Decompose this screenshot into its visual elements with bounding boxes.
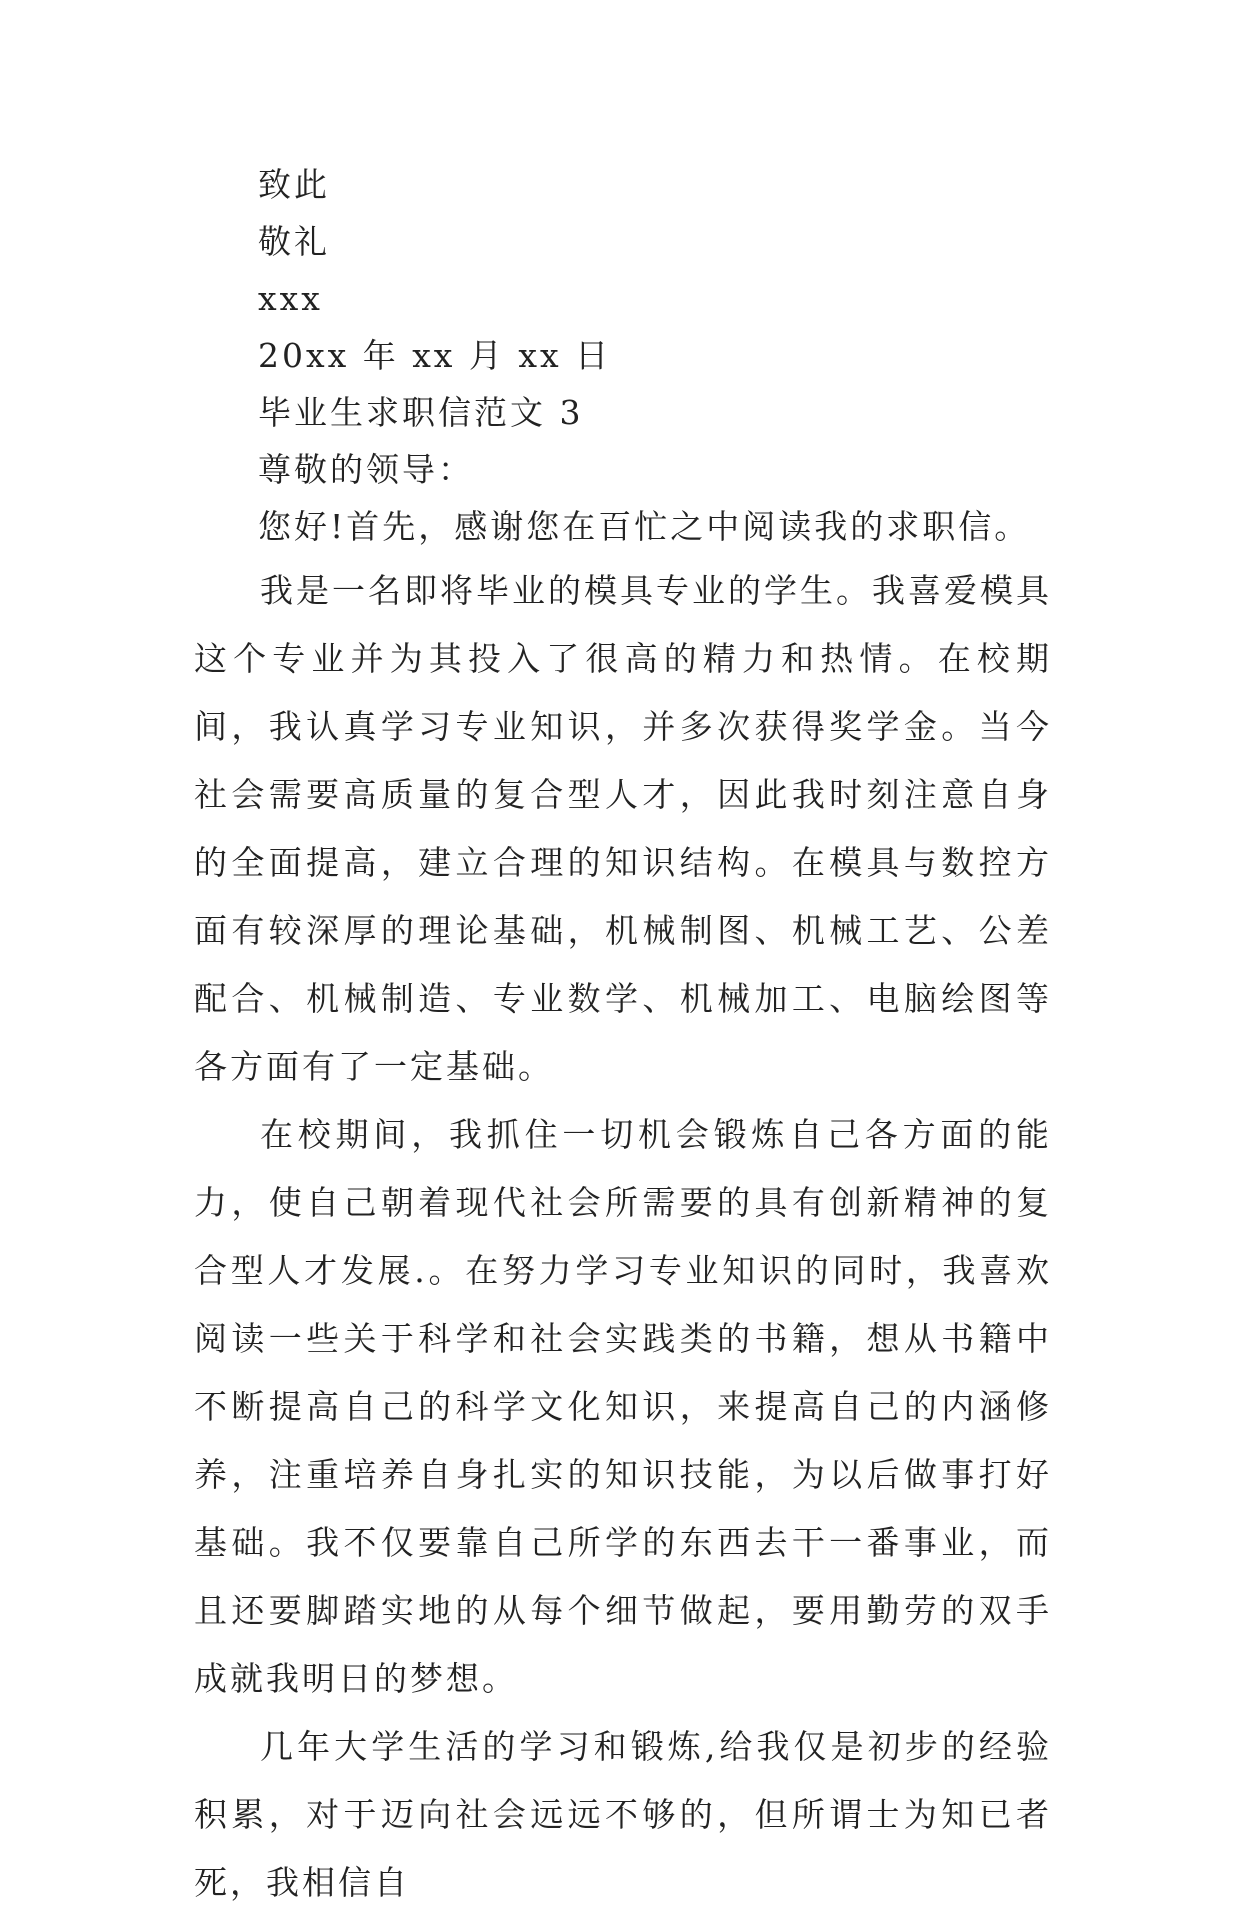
- signature: xxx: [258, 279, 323, 318]
- closing-line-1: 致此: [258, 165, 330, 204]
- closing-line-2: 敬礼: [258, 222, 330, 261]
- paragraph: 我是一名即将毕业的模具专业的学生。我喜爱模具这个专业并为其投入了很高的精力和热情。在校期间，我认真学习专业知识，并多次获得奖学金。当今社会需要高质量的复合型人才，因此我时刻注意自身的全面提高，建立合理的知识结构。在模具与数控方面有较深厚的理论基础，机械制图、机械工艺、公差配合、机械制造、专业数学、机械加工、电脑绘图等各方面有了一定基础。: [194, 571, 1052, 1086]
- salutation: 尊敬的领导：: [258, 450, 474, 489]
- date-line: 20xx 年 xx 月 xx 日: [258, 336, 612, 375]
- letter-body: [194, 156, 1052, 1917]
- paragraph: 几年大学生活的学习和锻炼,给我仅是初步的经验积累，对于迈向社会远远不够的，但所谓士为知已者死，我相信自: [194, 1727, 1052, 1902]
- greeting: 您好!首先，感谢您在百忙之中阅读我的求职信。: [258, 507, 1031, 546]
- sample-title: 毕业生求职信范文 3: [258, 393, 584, 432]
- paragraph: 在校期间，我抓住一切机会锻炼自己各方面的能力，使自己朝着现代社会所需要的具有创新精神的复合型人才发展.。在努力学习专业知识的同时，我喜欢阅读一些关于科学和社会实践类的书籍，想从书籍中不断提高自己的科学文化知识，来提高自己的内涵修养，注重培养自身扎实的知识技能，为以后做事打好基础。我不仅要靠自己所学的东西去干一番事业，而且还要脚踏实地的从每个细节做起，要用勤劳的双手成就我明日的梦想。: [194, 1115, 1052, 1698]
